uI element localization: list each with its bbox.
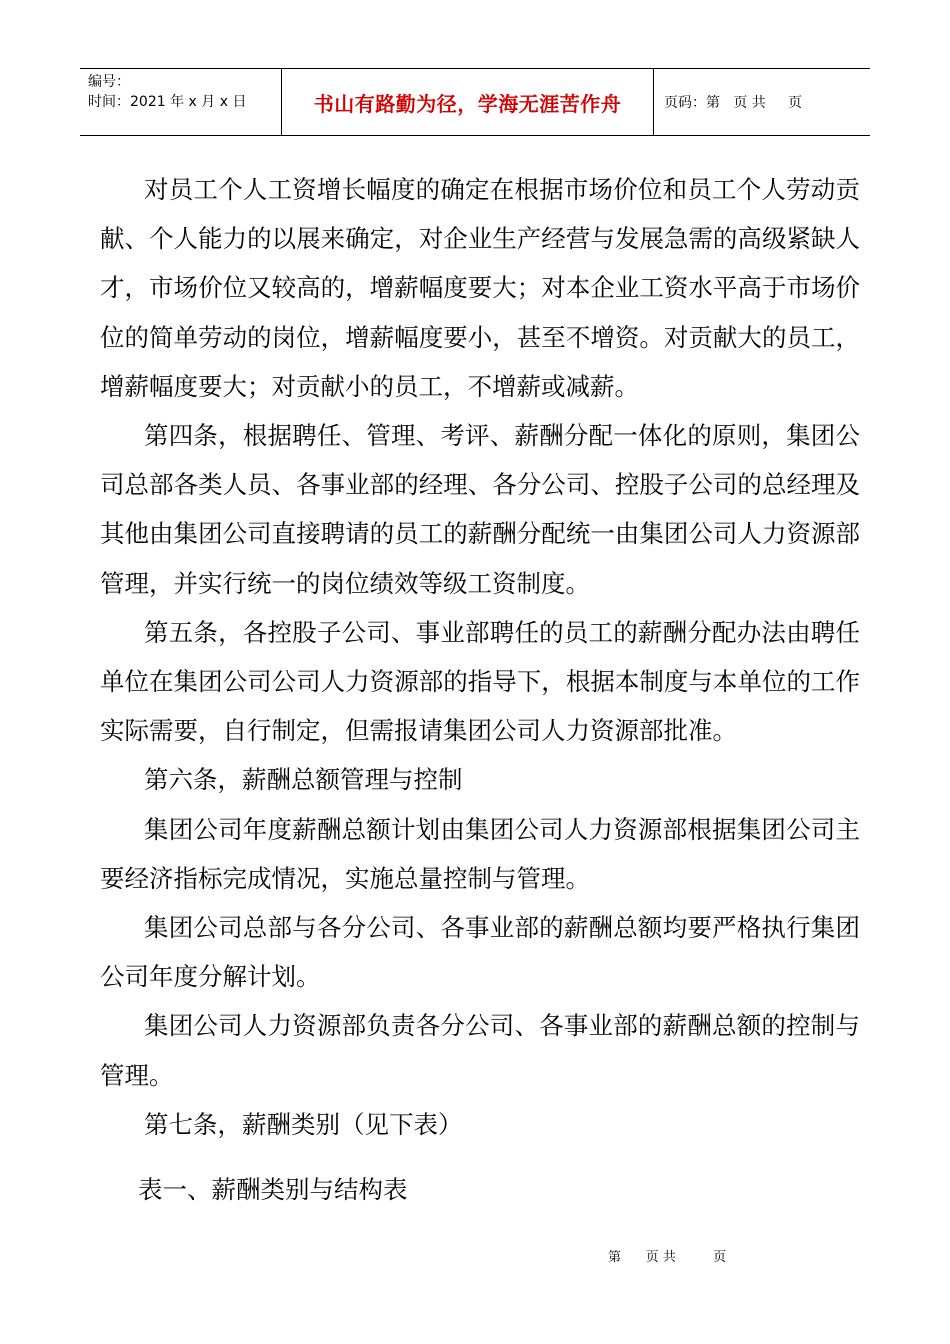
paragraph: 第七条，薪酬类别（见下表）	[144, 1109, 463, 1139]
document-body	[100, 165, 860, 1149]
paragraph: 第六条，薪酬总额管理与控制	[144, 765, 463, 795]
document-header	[80, 68, 870, 136]
page-footer: 第 页 共 页	[608, 1250, 727, 1265]
header-page-label: 页码：第 页 共 页	[664, 95, 803, 111]
header-motto: 书山有路勤为径，学海无涯苦作舟	[313, 91, 622, 116]
time-label: 时间：2021 年 x 月 x 日	[88, 94, 247, 110]
header-page-cell	[654, 69, 870, 135]
paragraph: 集团公司人力资源部负责各分公司、各事业部的薪酬总额的控制与管理。	[100, 1011, 860, 1090]
table-caption: 表一、薪酬类别与结构表	[138, 1175, 408, 1204]
paragraph: 第五条，各控股子公司、事业部聘任的员工的薪酬分配办法由聘任单位在集团公司公司人力资源部的指导下，根据本制度与本单位的工作实际需要，自行制定，但需报请集团公司人力资源部批准。	[100, 617, 860, 746]
paragraph: 对员工个人工资增长幅度的确定在根据市场价位和员工个人劳动贡献、个人能力的以展来确定，对企业生产经营与发展急需的高级紧缺人才，市场价位又较高的，增薪幅度要大；对本企业工资水平高于市场价位的简单劳动的岗位，增薪幅度要小，甚至不增资。对贡献大的员工，增薪幅度要大；对贡献小的员工，不增薪或减薪。	[100, 175, 860, 401]
header-meta-cell	[80, 69, 282, 135]
paragraph: 集团公司年度薪酬总额计划由集团公司人力资源部根据集团公司主要经济指标完成情况，实施总量控制与管理。	[100, 814, 860, 893]
paragraph: 第四条，根据聘任、管理、考评、薪酬分配一体化的原则，集团公司总部各类人员、各事业部的经理、各分公司、控股子公司的总经理及其他由集团公司直接聘请的员工的薪酬分配统一由集团公司人力资源部管理，并实行统一的岗位绩效等级工资制度。	[100, 421, 860, 598]
header-motto-cell	[282, 69, 654, 135]
paragraph: 集团公司总部与各分公司、各事业部的薪酬总额均要严格执行集团公司年度分解计划。	[100, 913, 860, 992]
number-label: 编号：	[88, 74, 130, 90]
